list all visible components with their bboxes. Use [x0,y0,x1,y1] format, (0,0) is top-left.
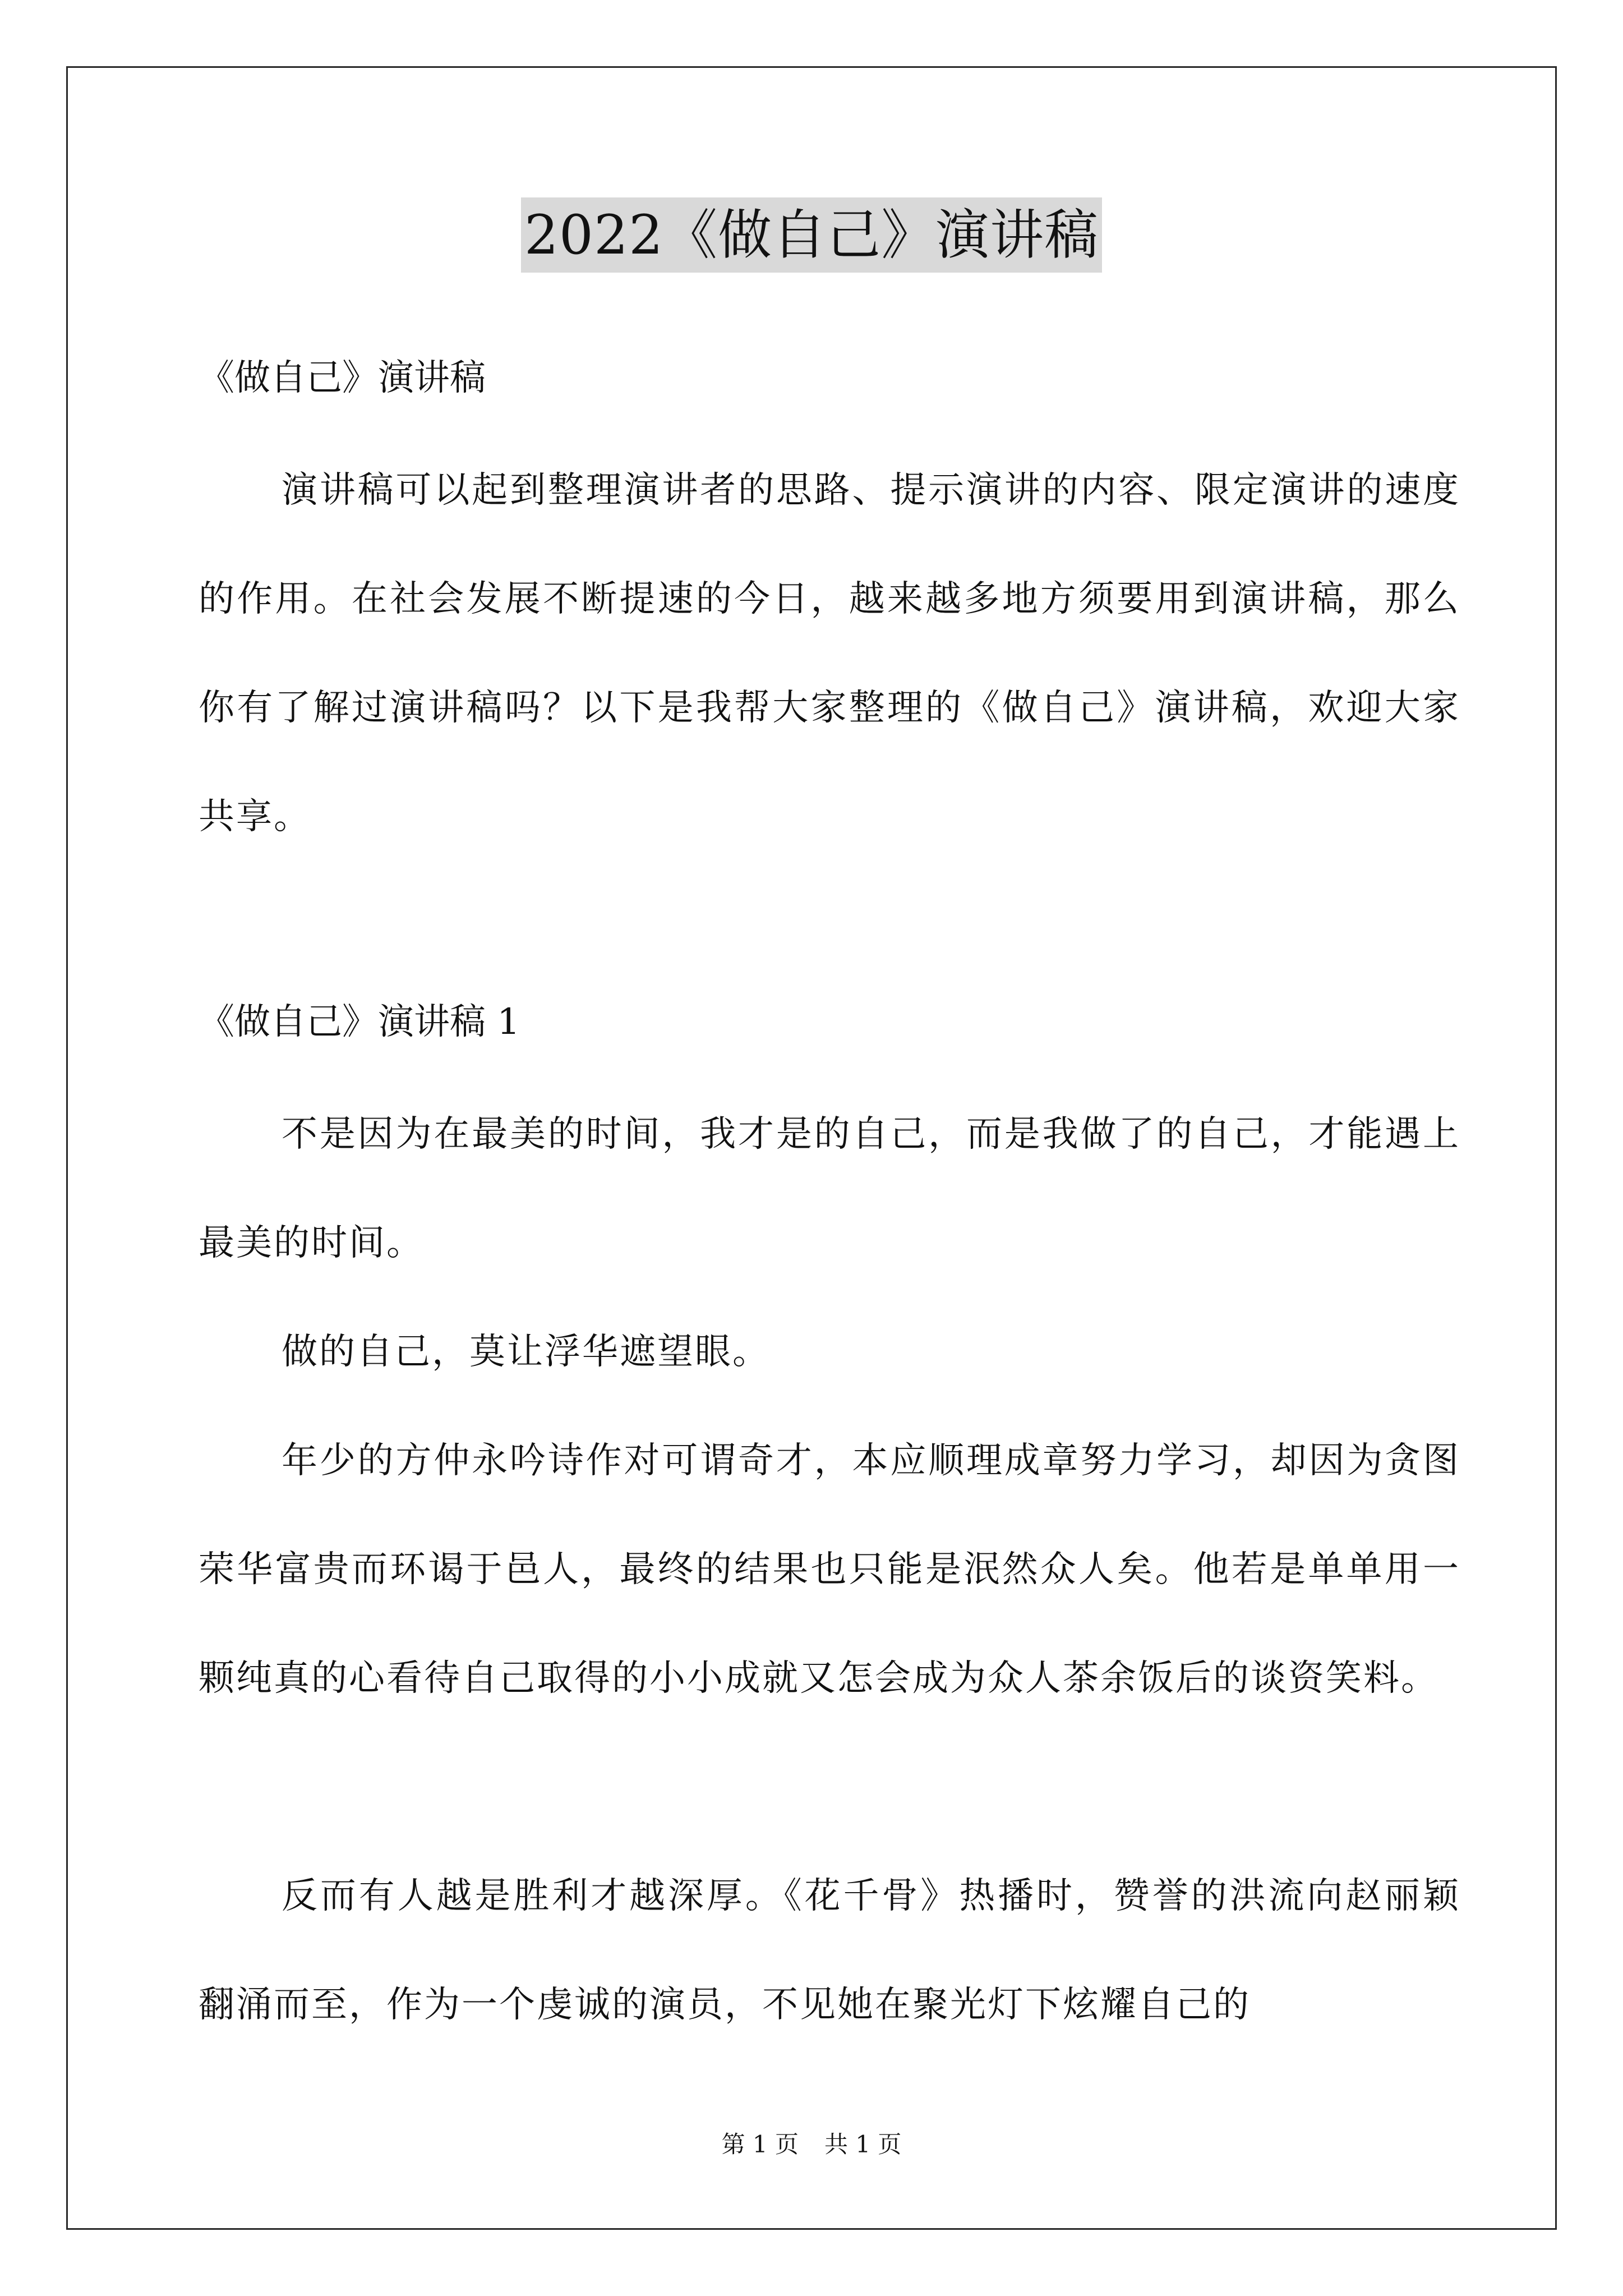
body-paragraph-2: 做的自己，莫让浮华遮望眼。 [282,1331,770,1373]
page-footer [0,2129,1623,2160]
document-title: 2022《做自己》演讲稿 [521,197,1102,273]
document-subtitle: 《做自己》演讲稿 [199,357,486,399]
section-heading: 《做自己》演讲稿 1 [199,1001,520,1043]
body-paragraph-1: 不是因为在最美的时间，我才是的自己，而是我做了的自己，才能遇上最美的时间。 [199,1114,1460,1264]
page-total: 共 1 页 [824,2131,902,2158]
page-number: 第 1 页 [721,2131,799,2158]
body-paragraph-3: 年少的方仲永吟诗作对可谓奇才，本应顺理成章努力学习，却因为贪图荣华富贵而环谒于邑人，最终的结果也只能是泯然众人矣。他若是单单用一颗纯真的心看待自己取得的小小成就又怎会成为众人茶余饭后的谈资笑料。 [199,1440,1460,1699]
title-container [0,197,1623,273]
intro-paragraph: 演讲稿可以起到整理演讲者的思路、提示演讲的内容、限定演讲的速度的作用。在社会发展不断提速的今日，越来越多地方须要用到演讲稿，那么你有了解过演讲稿吗？以下是我帮大家整理的《做自己》演讲稿，欢迎大家共享。 [199,470,1460,838]
body-paragraph-4: 反而有人越是胜利才越深厚。《花千骨》热播时，赞誉的洪流向赵丽颖翻涌而至，作为一个虔诚的演员，不见她在聚光灯下炫耀自己的 [199,1875,1460,2026]
